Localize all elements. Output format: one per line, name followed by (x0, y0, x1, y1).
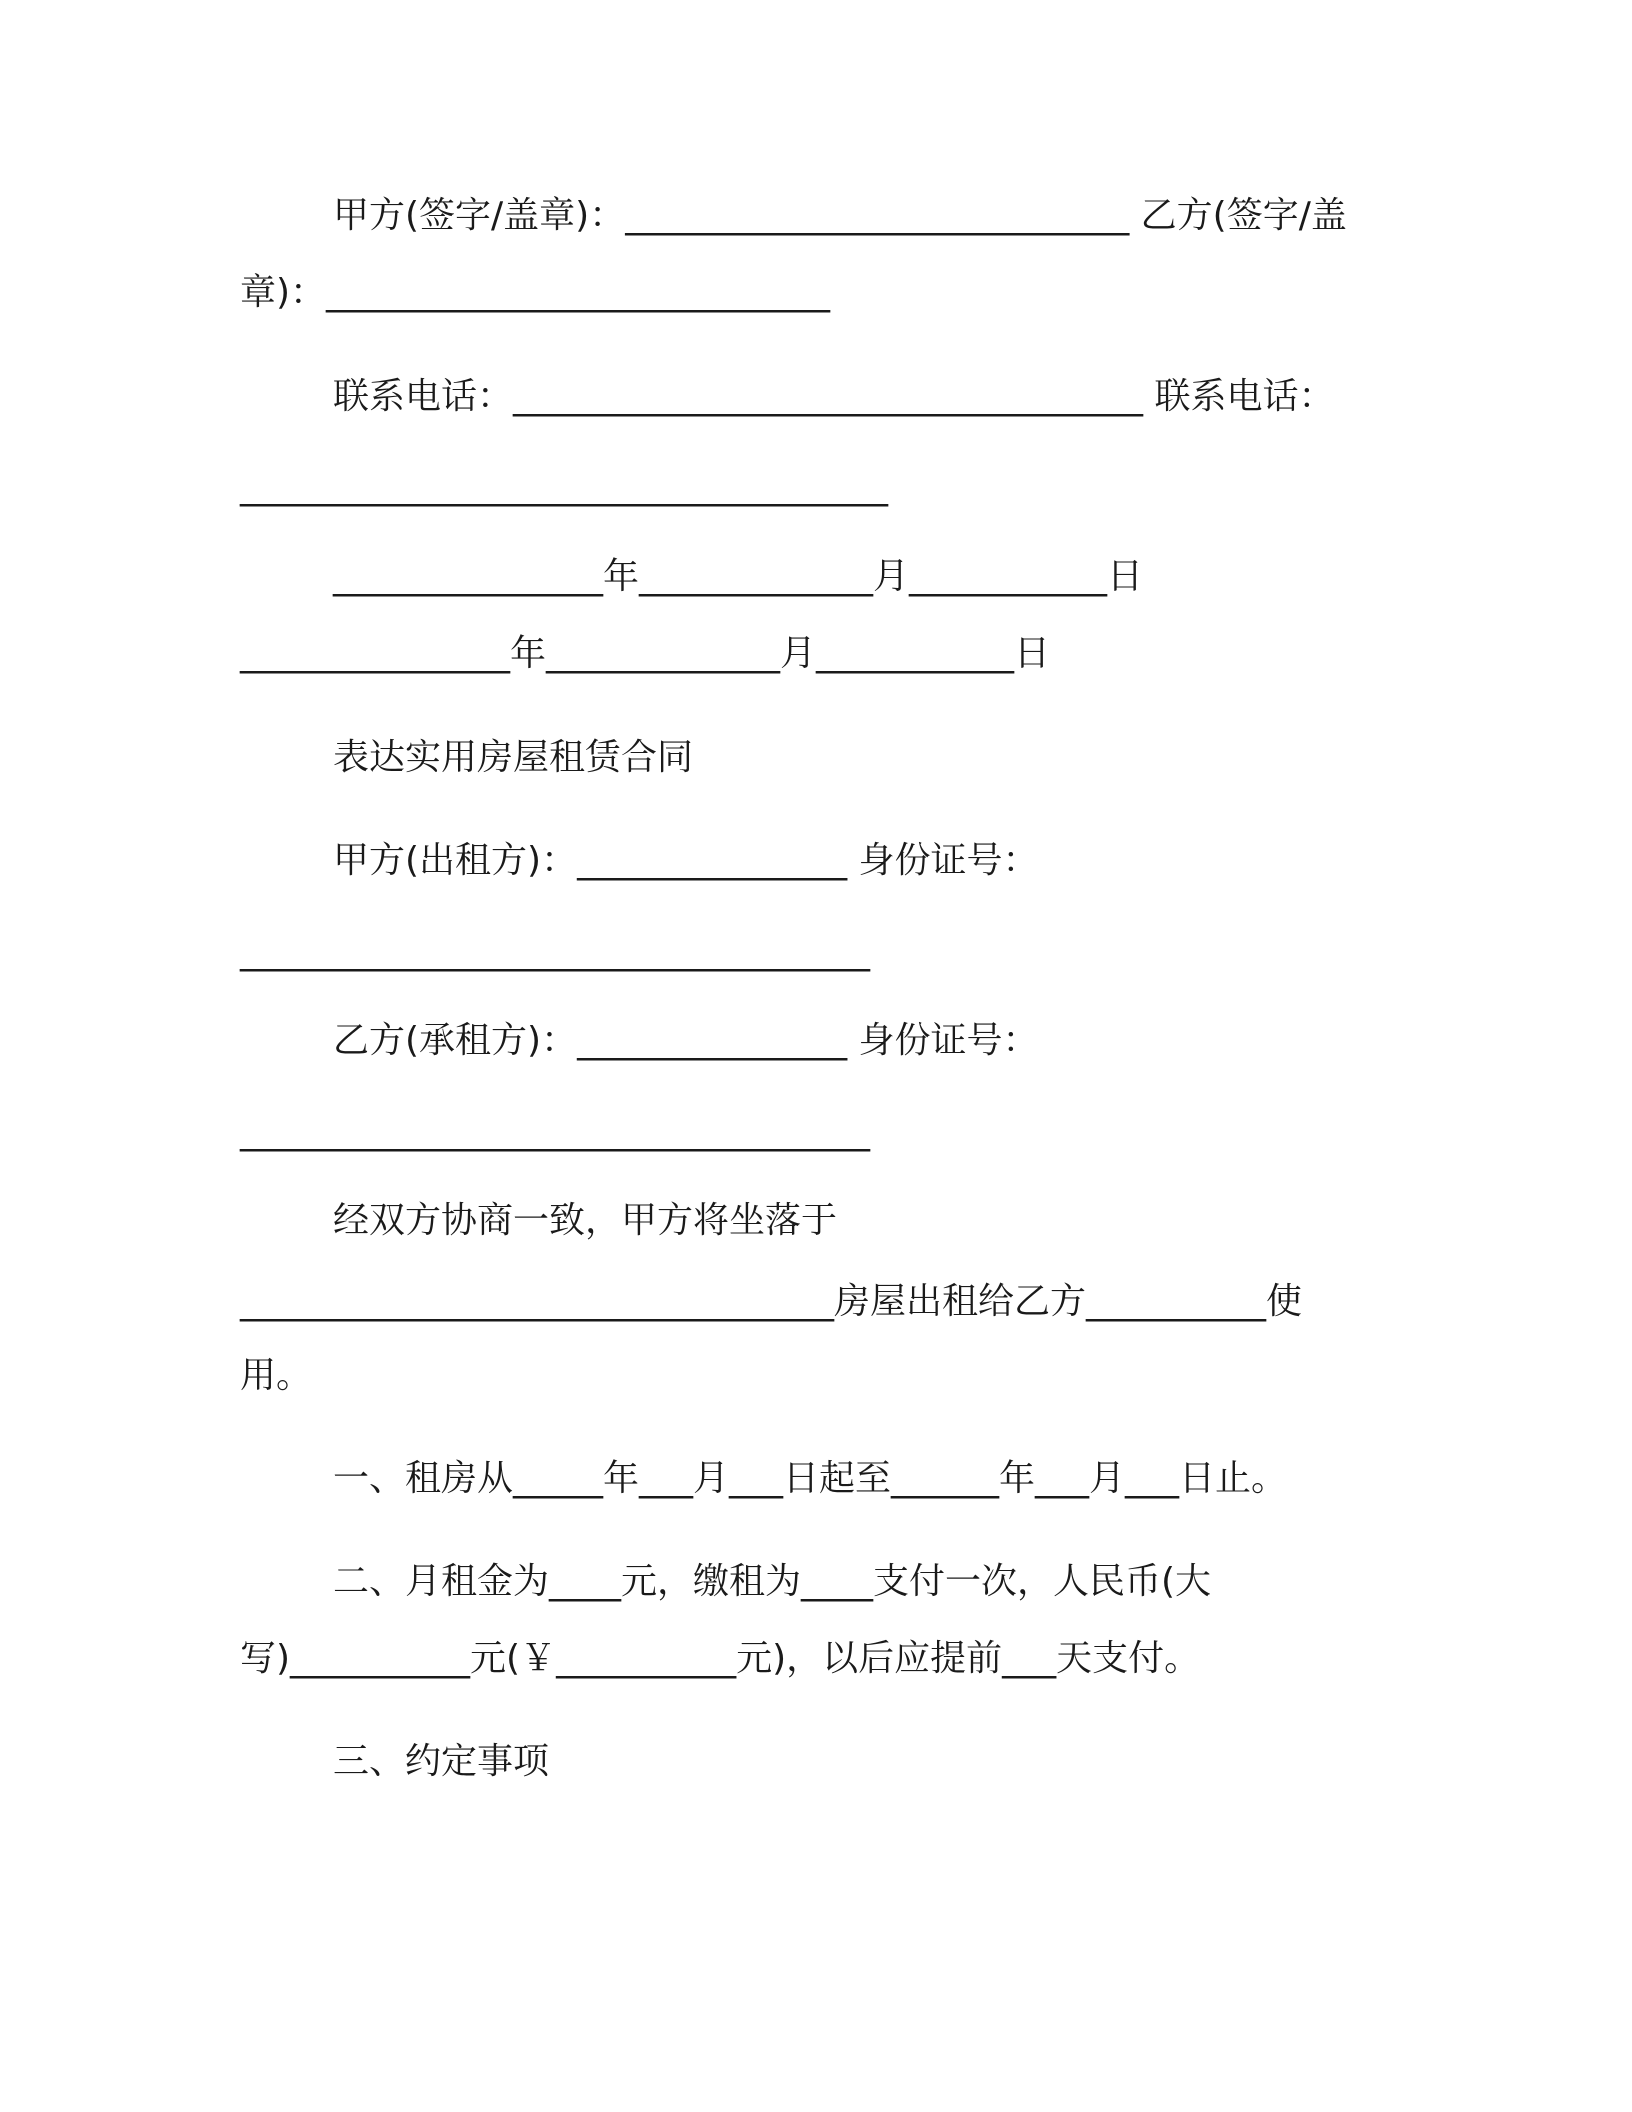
clause-2-rent-line-1: 二、月租金为____元，缴租为____支付一次，人民币(大 (333, 1561, 1212, 1602)
contract-title: 表达实用房屋租赁合同 (333, 737, 694, 778)
agreement-line: _________________________________房屋出租给乙方__________使 (240, 1281, 1303, 1322)
date-line-b: _______________年_____________月___________日 (240, 633, 1050, 674)
lessor-id-blank: ___________________________________ (240, 931, 870, 972)
lessee-line: 乙方(承租方)：_______________ 身份证号： (333, 1020, 1039, 1061)
date-line-a: _______________年_____________月___________日 (333, 556, 1143, 597)
lessee-id-blank: ___________________________________ (240, 1111, 870, 1152)
agreement-intro: 经双方协商一致，甲方将坐落于 (333, 1200, 838, 1241)
agreement-end: 用。 (240, 1355, 313, 1396)
contact-phone-blank: ____________________________________ (240, 466, 888, 507)
clause-2-rent-line-2: 写)__________元(￥__________元)，以后应提前___天支付。 (240, 1638, 1201, 1679)
clause-3-heading: 三、约定事项 (333, 1741, 550, 1782)
party-b-signature-line: 章)：____________________________ (240, 272, 831, 313)
contact-phone-line: 联系电话：___________________________________ 联系电话： (333, 376, 1335, 417)
party-a-signature-line: 甲方(签字/盖章)：____________________________ 乙方(签字/盖 (333, 195, 1347, 236)
lessor-line: 甲方(出租方)：_______________ 身份证号： (333, 840, 1039, 881)
clause-1-rental-period: 一、租房从_____年___月___日起至______年___月___日止。 (333, 1458, 1288, 1499)
